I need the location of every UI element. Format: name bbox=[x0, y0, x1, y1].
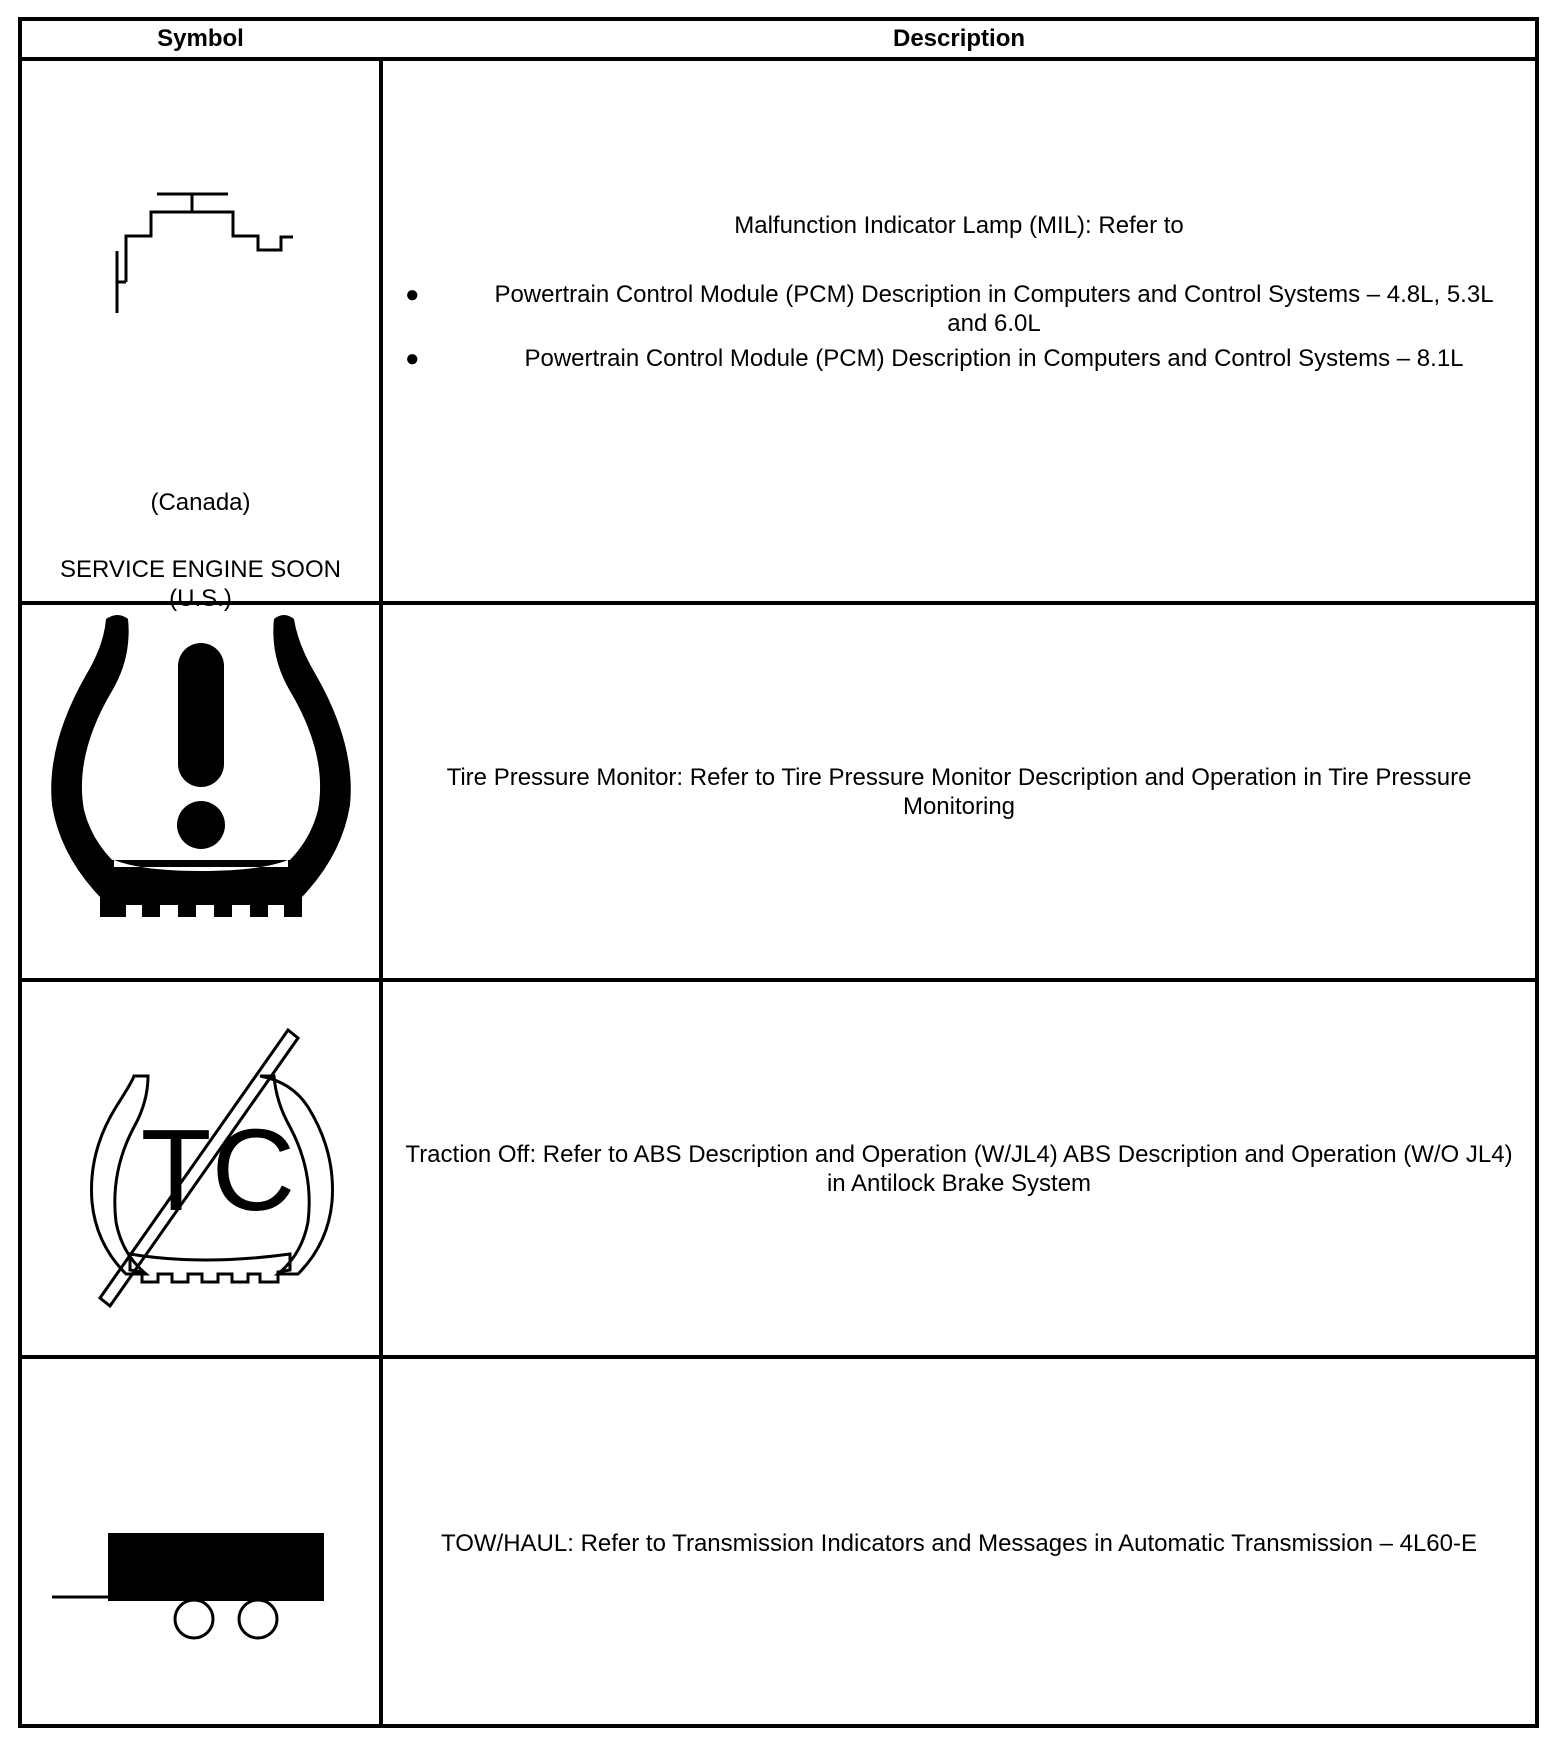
bullet-icon: ● bbox=[405, 281, 420, 308]
description-text: Traction Off: Refer to ABS Description and Operation (W/JL4) ABS Description and Operation (W/O JL4) in Antilock Brake System bbox=[405, 1140, 1513, 1197]
bullet-icon: ● bbox=[405, 345, 420, 372]
description-block bbox=[383, 211, 1535, 379]
symbol-cell bbox=[22, 605, 379, 978]
symbol-caption-us: SERVICE ENGINE SOON (U.S.) bbox=[60, 556, 341, 612]
header-symbol: Symbol bbox=[157, 25, 244, 52]
table-row bbox=[22, 982, 1535, 1359]
symbol-cell bbox=[22, 1359, 379, 1728]
traction-off-icon bbox=[22, 982, 379, 1355]
symbol-cell bbox=[22, 982, 379, 1355]
list-item bbox=[405, 280, 1513, 338]
symbol-caption-canada: (Canada) bbox=[150, 489, 251, 516]
bullet-text: Powertrain Control Module (PCM) Description in Computers and Control Systems – 8.1L bbox=[524, 345, 1464, 372]
description-text: Malfunction Indicator Lamp (MIL): Refer to bbox=[734, 212, 1184, 239]
bullet-text: Powertrain Control Module (PCM) Description in Computers and Control Systems – 4.8L, 5.3L and 6.0L bbox=[494, 281, 1494, 337]
header-description: Description bbox=[892, 25, 1026, 52]
indicator-table bbox=[18, 17, 1539, 1728]
tire-pressure-icon bbox=[22, 605, 379, 978]
engine-icon bbox=[22, 61, 379, 601]
bullet-list bbox=[405, 280, 1513, 373]
description-text: TOW/HAUL: Refer to Transmission Indicators and Messages in Automatic Transmission – 4L60-E bbox=[441, 1530, 1477, 1557]
symbol-cell bbox=[22, 61, 379, 612]
description-text: Tire Pressure Monitor: Refer to Tire Pressure Monitor Description and Operation in Tire Pressure Monitoring bbox=[446, 763, 1472, 820]
table-row bbox=[22, 605, 1535, 982]
table-header-row bbox=[22, 21, 1535, 61]
traction-letters: TC bbox=[140, 1105, 296, 1235]
table-row bbox=[22, 1359, 1535, 1728]
description-cell bbox=[383, 605, 1535, 978]
trailer-icon bbox=[22, 1359, 379, 1728]
description-cell bbox=[383, 1359, 1535, 1728]
description-cell bbox=[383, 982, 1535, 1355]
list-item bbox=[405, 344, 1513, 373]
description-cell bbox=[383, 61, 1535, 601]
table-row bbox=[22, 61, 1535, 612]
